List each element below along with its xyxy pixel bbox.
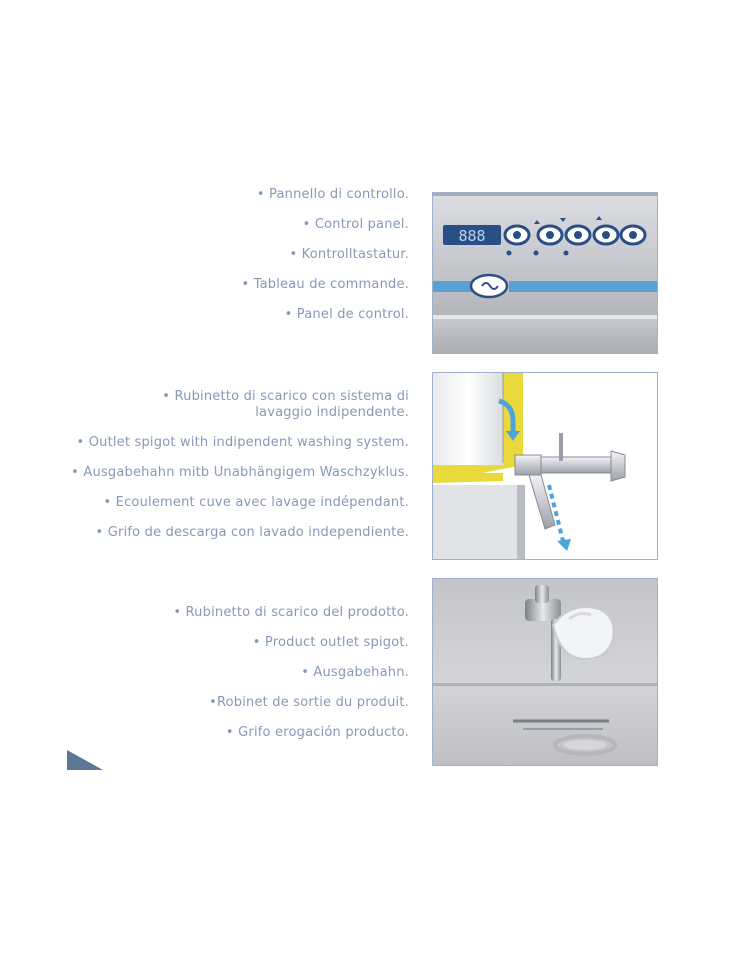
caption-it: • Rubinetto di scarico con sistema di lavaggio indipendente. bbox=[162, 389, 409, 420]
caption-en: • Control panel. bbox=[302, 217, 409, 232]
product-outlet-captions bbox=[173, 605, 409, 755]
product-outlet-illustration bbox=[433, 579, 658, 766]
outlet-spigot-illustration bbox=[433, 373, 658, 560]
caption-en: • Outlet spigot with indipendent washing system. bbox=[76, 435, 409, 450]
control-panel-photo bbox=[432, 192, 658, 354]
caption-de: • Ausgabehahn. bbox=[301, 665, 409, 680]
caption-it: • Pannello di controllo. bbox=[256, 187, 409, 202]
outlet-spigot-diagram bbox=[432, 372, 658, 560]
caption-it: • Rubinetto di scarico del prodotto. bbox=[173, 605, 409, 620]
control-panel-captions bbox=[241, 189, 409, 337]
product-outlet-photo bbox=[432, 578, 658, 766]
caption-de: • Ausgabehahn mitb Unabhängigem Waschzyklus. bbox=[71, 465, 409, 480]
caption-fr: •Robinet de sortie du produit. bbox=[209, 695, 409, 710]
control-panel-illustration bbox=[433, 193, 658, 354]
caption-es: • Grifo de descarga con lavado independiente. bbox=[95, 525, 409, 540]
caption-es: • Grifo erogación producto. bbox=[225, 725, 409, 740]
decorative-corner-triangle bbox=[67, 750, 103, 770]
caption-en: • Product outlet spigot. bbox=[252, 635, 409, 650]
caption-es: • Panel de control. bbox=[284, 307, 409, 322]
caption-de: • Kontrolltastatur. bbox=[289, 247, 409, 262]
caption-fr: • Tableau de commande. bbox=[241, 277, 409, 292]
outlet-spigot-captions bbox=[69, 389, 409, 555]
digital-display: 888 bbox=[458, 227, 486, 245]
caption-fr: • Ecoulement cuve avec lavage indépendant. bbox=[103, 495, 409, 510]
